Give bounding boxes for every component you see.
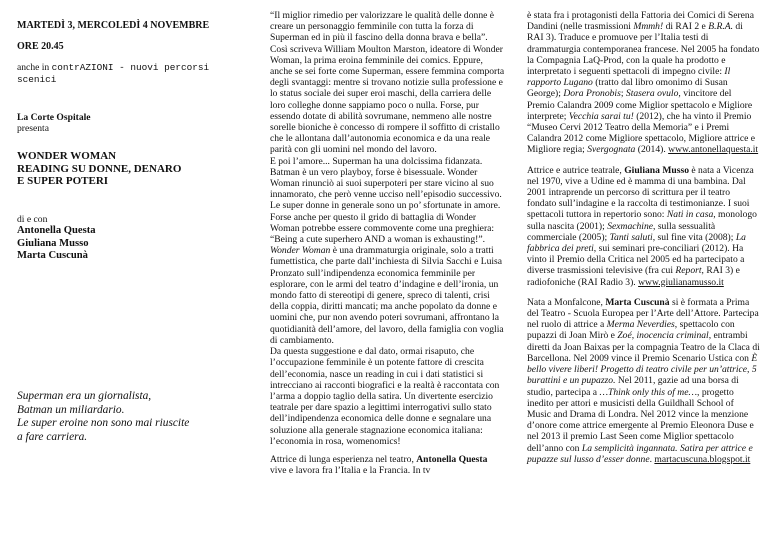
paragraph-text: , sulla sessualità commerciale (2005); [527,220,716,243]
series-name: contrAZIONI - nuovi percorsi scenici [17,62,210,85]
description-paragraph-3 [270,245,506,346]
show-subtitle-line2: E SUPER POTERI [17,175,109,188]
biographies-column [512,0,768,546]
bio-musso [527,165,760,288]
work-title: Vecchia sarai tu! [568,110,634,122]
bio-cuscuna [527,297,760,465]
work-title: La semplicità ingannata. Satira per attrice e pupazze sul lusso d’esser donne [527,442,753,465]
show-subtitle-line1: READING SU DONNE, DENARO [17,162,182,175]
paragraph-text: Attrice di lunga esperienza nel teatro, [270,453,417,465]
work-title: Svergognata [587,144,636,156]
series-prefix: anche in [17,62,50,74]
paragraph-text: è stata fra i protagonisti della Fattoria dei Comici di Serena Dandini (nelle trasmissioni [527,10,754,33]
work-title: B.R.A. [708,21,733,33]
work-title: Tanti saluti [609,231,653,243]
tagline-quote [17,390,252,444]
paragraph-text: vive e lavora fra l’Italia e la Francia. In tv [270,465,431,477]
work-title: Merma Neverdies [606,319,675,331]
paragraph-text: (2012), che ha vinto il Premio “Museo Cervi 2012 Teatro della Memoria” e i Premi Calandra 2012 come Migliore spettacolo, Migliore attrice e Migliore regia; [527,110,756,156]
show-description-column [256,0,512,546]
work-title: Nati in casa [666,209,714,221]
event-info-column [0,0,256,546]
event-dates: MARTEDÌ 3, MERCOLEDÌ 4 NOVEMBRE [17,20,210,31]
work-title: Zoé, inocencia criminal [617,330,709,342]
questa-website-link[interactable]: www.antonellaquesta.it [668,144,759,156]
paragraph-text: (tratto dal libro omonimo di Susan George); [527,77,728,100]
description-paragraph-2: E poi l’amore... Superman ha una dolcissima fidanzata. Batman è un vero playboy, forse è bisessuale. Wonder Woman rinunciò ai suoi superpoteri per stare vicino al suo innamorato, che però venne ucciso nell’episodio successivo. Le super donne in generale sono un po’ sfortunate in amore. Forse anche per questo il grido di battaglia di Wonder Woman potrebbe essere commovente come una preghiera: “Being a cute superhero AND a woman is exhausting!”. [270,155,502,246]
work-title: Report [675,265,702,277]
paragraph-text: , monologo sulla nascita (2001); [527,209,757,232]
presenter: La Corte Ospitale [17,111,91,123]
work-title: …Think only this of me… [599,386,698,398]
musso-website-link[interactable]: www.giulianamusso.it [638,276,724,288]
paragraph-text: si è formata a Prima del Teatro - Scuola Europea per l’Arte dell’Attore. Partecipa nel ruolo di attrice a [527,296,759,331]
work-title: È bello vivere liberi! Progetto di teatro civile per un’attrice, 5 burattini e un pupazzo. [527,352,758,387]
paragraph-text: è una drammaturgia originale, solo a tratti fumettistica, che parte dall’inchiesta di Silvia Sacchi e Luisa Pronzato sull’indipendenza economica femminile per esplorare, con le armi del teatro d’indagine e dell’ironia, un mondo fatto di stereotipi di genere, spreco di talenti, crisi della coppia, diritti mancati; ma anche popolato da donne e uomini che, pur non avendo poteri sovrumani, affrontano la quotidianità dell’amore, del lavoro, della famiglia con voglia di cambiamento. [270,245,504,346]
work-title: La fabbrica dei preti [527,231,746,255]
description-paragraph-4: Da questa suggestione e dal dato, ormai risaputo, che l’occupazione femminile è un potente fattore di crescita dell’economia, nasce un reading in cui i dati statistici si intrecciano ai racconti biografici e la realtà è raccontata con l’arma a doppio taglio della satira. Un divertente esercizio teatrale per dare spazio a legittimi interrogativi sullo stato dell’indipendenza economica delle donne e segnalare una soluzione alla generale stagnazione economica italiana: l’economia in rosa, womenomics! [270,346,500,447]
quote-line: Batman un miliardario. [17,403,125,416]
quote-line: a fare carriera. [17,430,88,443]
work-title: Mmmh! [633,21,664,33]
work-title: Stasera ovulo [625,88,679,100]
paragraph-text: , vincitore del Premio Calandra 2009 come Miglior spettacolo e Migliore interprete; [527,88,753,122]
paragraph-text: è nata a Vicenza nel 1970, vive a Udine ed è mamma di una bambina. Dal 2001 intraprende un percorso di scrittura per il teatro fondato sull’indagine e la raccolta di testimonianze. I suoi spettacoli tuttora in repertorio sono: [527,164,754,221]
cuscuna-blog-link[interactable]: martacuscuna.blogspot.it [654,453,751,465]
paragraph-text: ; [620,88,626,100]
bio-name-questa: Antonella Questa [416,453,488,465]
paragraph-text: , sul fine vita (2008); [652,231,736,243]
presents-label: presenta [17,123,49,135]
paragraph-text: . [649,453,655,465]
paragraph-text: Attrice e autrice teatrale, [527,164,625,176]
quote-line: Superman era un giornalista, [17,390,152,402]
work-title: Dora Pronobis [563,88,621,100]
quote-line: Le super eroine non sono mai riuscite [17,417,190,430]
paragraph-text: Nata a Monfalcone, [527,296,606,308]
author-questa: Antonella Questa [17,225,96,237]
author-musso: Giuliana Musso [17,237,89,249]
paragraph-text: , sui seminari pre-conciliari (2012). Ha vinto il Premio della Critica nel 2005 ed ha partecipato a diverse trasmissioni televisive (fra cui [527,243,745,277]
event-time: ORE 20.45 [17,41,64,53]
paragraph-text: , RAI 3) e radiofoniche (RAI Radio 3). [527,265,740,288]
series-line [17,62,250,84]
show-title-inline: Wonder Woman [270,245,331,257]
paragraph-text: , spettacolo con pupazzi di Joan Mirò e [527,319,735,342]
bio-questa-start [270,454,506,476]
paragraph-text: , entrambi diretti da Joan Baixas per la compagnia Teatro de la Claca di Barcellona. Nel 2009 vince il Premio Scenario Ustica con [527,330,760,364]
bio-name-musso: Giuliana Musso [624,164,689,176]
work-title: Sexmachine [607,220,654,232]
paragraph-text: di RAI 3). Traduce e promuove per l’Italia testi di drammaturgia contemporanea francese. Nel 2005 ha fondato la Compagnia LaQ-Prod, con la quale ha prodotto e interpretato i seguenti spettacoli di impegno civile: [527,21,760,78]
paragraph-text: Nel 2011, gazie ad una borsa di studio, partecipa a [527,375,739,398]
show-title: WONDER WOMAN [17,150,117,163]
author-cuscuna: Marta Cuscunà [17,250,88,262]
bio-name-cuscuna: Marta Cuscunà [605,296,670,308]
work-title: Il rapporto Lugano [527,66,731,89]
credits-label: di e con [17,214,48,225]
paragraph-text: di RAI 2 e [663,21,709,33]
paragraph-text: , progetto inedito per attori e musicisti della Guildhall School of Music and Drama di Londra. Nel 2012 vince la menzione d’onore come attrice emergente al Premio Eleonora Duse e nel 2013 il premio Last Seen come Miglior spettacolo dell’anno con [527,386,754,454]
bio-questa-continued [527,10,760,156]
paragraph-text: (2014). [635,144,669,156]
description-paragraph-1: “Il miglior rimedio per valorizzare le qualità delle donne è creare un personaggio femminile con tutta la forza di Superman ed in più il fascino della donna brava e bella”. Così scriveva William Moulton Marston, ideatore di Wonder Woman, la prima eroina femminile dei comics. Eppure, anche se sei forte come Superman, essere femmina comporta degli svantaggi: mentre si trovano notizie sulla professione e lo status sociale dei super eroi maschi, della carriera delle loro colleghe donne sappiamo poco o nulla. Forse, pur essendo dotate di abilità sovrumane, nemmeno alle nostre sorelle bioniche è concesso di rompere il soffitto di cristallo che le allontana dall’autonomia economica e da una reale parità con gli uomini nel mondo del lavoro. [270,10,505,156]
